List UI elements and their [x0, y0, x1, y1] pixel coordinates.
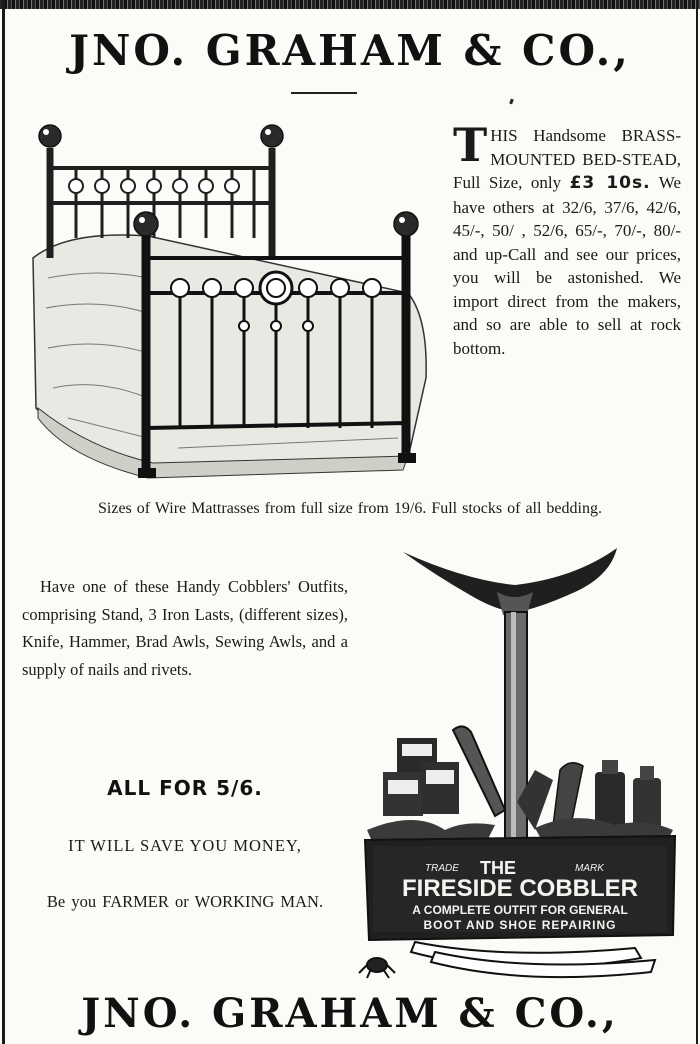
ink-speck	[509, 99, 514, 105]
cobbler-audience: Be you FARMER or WORKING MAN.	[46, 892, 324, 911]
cobbler-offer: ALL FOR 5/6.	[107, 776, 263, 800]
box-mark: MARK	[575, 863, 604, 874]
heading-bottom: JNO. GRAHAM & CO.,	[81, 990, 619, 1037]
mattress-line: Sizes of Wire Mattrasses from full size from 19/6. Full stocks of all bedding.	[98, 500, 602, 517]
bedstead-price: £3 10s.	[569, 173, 651, 193]
left-border	[2, 0, 5, 1044]
drop-cap: T	[453, 118, 488, 172]
bedstead-description	[453, 118, 681, 360]
bedstead-text-part-1: HIS Handsome BRASS-MOUNTED BED-STEAD, Full Size, only	[453, 126, 681, 192]
bedstead-text-part-2: We have others at 32/6, 37/6, 42/6, 45/-, 50/ , 52/6, 65/-, 70/-, 80/- and up-Call and see our prices, you will be astonished. We import direct from the makers, and so are able to sell at rock bottom.	[453, 173, 681, 358]
box-tagline-2: BOOT AND SHOE REPAIRING	[423, 918, 617, 932]
top-border	[0, 0, 700, 9]
right-border	[696, 0, 698, 1044]
cobbler-slogan: IT WILL SAVE YOU MONEY,	[68, 836, 302, 855]
brass-bedstead-illustration	[28, 118, 433, 488]
box-the: THE	[480, 858, 516, 878]
cobbler-description-text: Have one of these Handy Cobblers' Outfits, comprising Stand, 3 Iron Lasts, (different sizes), Knife, Hammer, Brad Awls, Sewing Awls, and a supply of nails and rivets.	[22, 577, 348, 679]
cobbler-description	[22, 573, 348, 683]
heading-rule	[291, 92, 357, 94]
box-tagline-1: A COMPLETE OUTFIT FOR GENERAL	[412, 903, 628, 917]
box-fireside-cobbler: FIRESIDE COBBLER	[401, 875, 639, 902]
heading-top: JNO. GRAHAM & CO.,	[69, 26, 631, 75]
box-trade: TRADE	[425, 863, 459, 874]
cobbler-outfit-illustration	[355, 540, 685, 980]
